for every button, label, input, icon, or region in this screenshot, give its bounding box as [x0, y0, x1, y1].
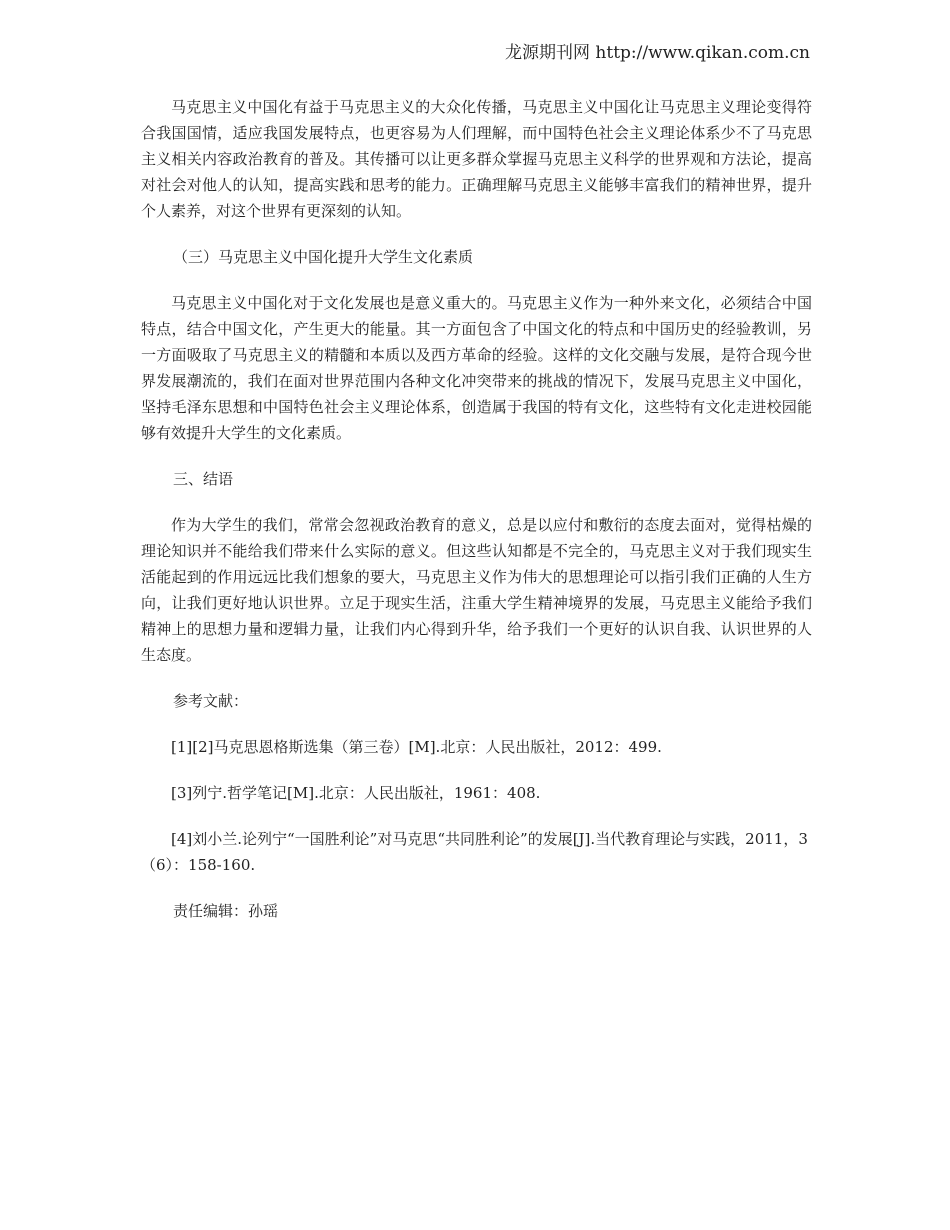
- responsible-editor: 责任编辑：孙瑶: [173, 902, 279, 920]
- reference-2: [3]列宁.哲学笔记[M].北京：人民出版社，1961：408.: [171, 784, 541, 802]
- section-heading-3: （三）马克思主义中国化提升大学生文化素质: [173, 248, 474, 266]
- reference-1: [1][2]马克思恩格斯选集（第三卷）[M].北京：人民出版社，2012：499.: [171, 738, 662, 756]
- conclusion-heading: 三、结语: [173, 470, 234, 488]
- page-header-source: 龙源期刊网 http://www.qikan.com.cn: [505, 43, 810, 63]
- paragraph-3: 作为大学生的我们，常常会忽视政治教育的意义，总是以应付和敷衍的态度去面对，觉得枯燥的理论知识并不能给我们带来什么实际的意义。但这些认知都是不完全的，马克思主义对于我们现实生活能起到的作用远远比我们想象的要大，马克思主义作为伟大的思想理论可以指引我们正确的人生方向，让我们更好地认识世界。立足于现实生活，注重大学生精神境界的发展，马克思主义能给予我们精神上的思想力量和逻辑力量，让我们内心得到升华，给予我们一个更好的认识自我、认识世界的人生态度。: [141, 516, 812, 664]
- reference-3: [4]刘小兰.论列宁“一国胜利论”对马克思“共同胜利论”的发展[J].当代教育理论与实践，2011，3（6）：158-160.: [141, 830, 808, 874]
- references-title: 参考文献：: [173, 692, 249, 710]
- article-body: [141, 94, 812, 924]
- paragraph-2: 马克思主义中国化对于文化发展也是意义重大的。马克思主义作为一种外来文化，必须结合中国特点，结合中国文化，产生更大的能量。其一方面包含了中国文化的特点和中国历史的经验教训，另一方面吸取了马克思主义的精髓和本质以及西方革命的经验。这样的文化交融与发展，是符合现今世界发展潮流的，我们在面对世界范围内各种文化冲突带来的挑战的情况下，发展马克思主义中国化，坚持毛泽东思想和中国特色社会主义理论体系，创造属于我国的特有文化，这些特有文化走进校园能够有效提升大学生的文化素质。: [141, 294, 812, 442]
- paragraph-1: 马克思主义中国化有益于马克思主义的大众化传播，马克思主义中国化让马克思主义理论变得符合我国国情，适应我国发展特点，也更容易为人们理解，而中国特色社会主义理论体系少不了马克思主义相关内容政治教育的普及。其传播可以让更多群众掌握马克思主义科学的世界观和方法论，提高对社会对他人的认知，提高实践和思考的能力。正确理解马克思主义能够丰富我们的精神世界，提升个人素养，对这个世界有更深刻的认知。: [141, 98, 812, 220]
